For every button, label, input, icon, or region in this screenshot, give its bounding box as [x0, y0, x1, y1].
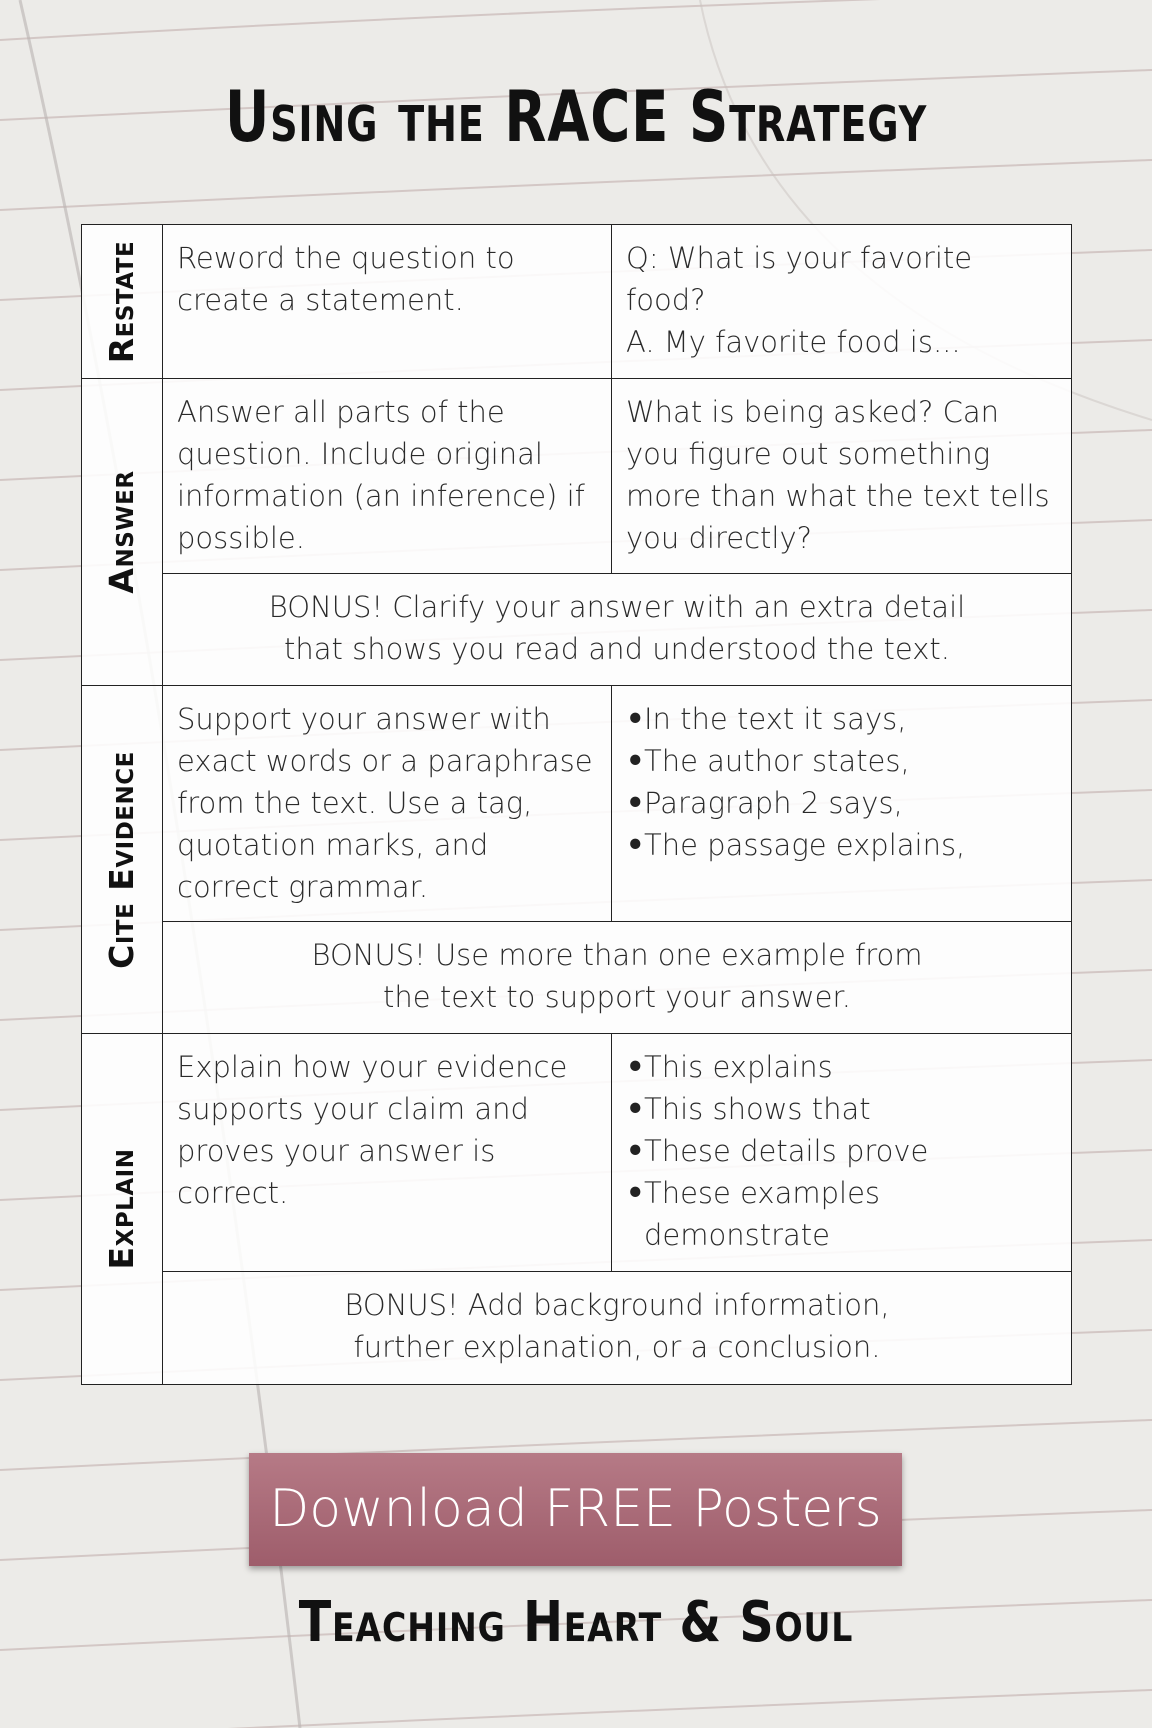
list-item: • This shows that	[626, 1088, 1057, 1130]
restate-label: Restate	[102, 240, 141, 363]
answer-bonus-row	[82, 574, 1072, 686]
explain-examples	[612, 1034, 1072, 1272]
cite-evidence-label-cell	[82, 686, 163, 1034]
brand-name: Teaching Heart & Soul	[298, 1590, 854, 1655]
cite-evidence-examples	[612, 686, 1072, 922]
explain-bonus-line: further explanation, or a conclusion.	[353, 1330, 881, 1364]
restate-example-answer: A. My favorite food is...	[626, 325, 961, 359]
cite-evidence-label: Cite Evidence	[102, 750, 141, 969]
cite-evidence-bonus-line: BONUS! Use more than one example from	[311, 938, 923, 972]
list-item: • The passage explains,	[626, 824, 1057, 866]
list-item: • These details prove	[626, 1130, 1057, 1172]
list-item: • Paragraph 2 says,	[626, 782, 1057, 824]
restate-example-question: Q: What is your favorite food?	[626, 241, 973, 317]
restate-label-cell	[82, 225, 163, 379]
list-item: • These examples demonstrate	[626, 1172, 1057, 1256]
answer-label: Answer	[102, 470, 141, 594]
cite-evidence-row	[82, 686, 1072, 922]
list-item: • In the text it says,	[626, 698, 1057, 740]
explain-bonus-row	[82, 1272, 1072, 1385]
cite-evidence-bonus-row	[82, 922, 1072, 1034]
answer-bonus	[163, 574, 1072, 686]
explain-description: Explain how your evidence supports your claim and proves your answer is correct.	[163, 1034, 612, 1272]
explain-label: Explain	[102, 1148, 141, 1270]
cite-evidence-description: Support your answer with exact words or a paraphrase from the text. Use a tag, quotation marks, and correct grammar.	[163, 686, 612, 922]
cite-evidence-bonus	[163, 922, 1072, 1034]
race-strategy-table	[81, 224, 1072, 1385]
restate-description: Reword the question to create a statement.	[163, 225, 612, 379]
answer-row	[82, 379, 1072, 574]
explain-bonus-line: BONUS! Add background information,	[344, 1288, 890, 1322]
explain-bonus	[163, 1272, 1072, 1385]
download-posters-button[interactable]: Download FREE Posters	[249, 1453, 902, 1566]
cite-evidence-bonus-line: the text to support your answer.	[383, 980, 851, 1014]
restate-example	[612, 225, 1072, 379]
list-item: • This explains	[626, 1046, 1057, 1088]
answer-bonus-line: that shows you read and understood the text.	[284, 632, 950, 666]
explain-label-cell	[82, 1034, 163, 1385]
answer-bonus-line: BONUS! Clarify your answer with an extra detail	[268, 590, 966, 624]
page-title: Using the RACE Strategy	[224, 76, 928, 158]
list-item: • The author states,	[626, 740, 1057, 782]
answer-label-cell	[82, 379, 163, 686]
answer-example: What is being asked? Can you figure out something more than what the text tells you directly?	[612, 379, 1072, 574]
answer-description: Answer all parts of the question. Include original information (an inference) if possible.	[163, 379, 612, 574]
explain-row	[82, 1034, 1072, 1272]
restate-row	[82, 225, 1072, 379]
